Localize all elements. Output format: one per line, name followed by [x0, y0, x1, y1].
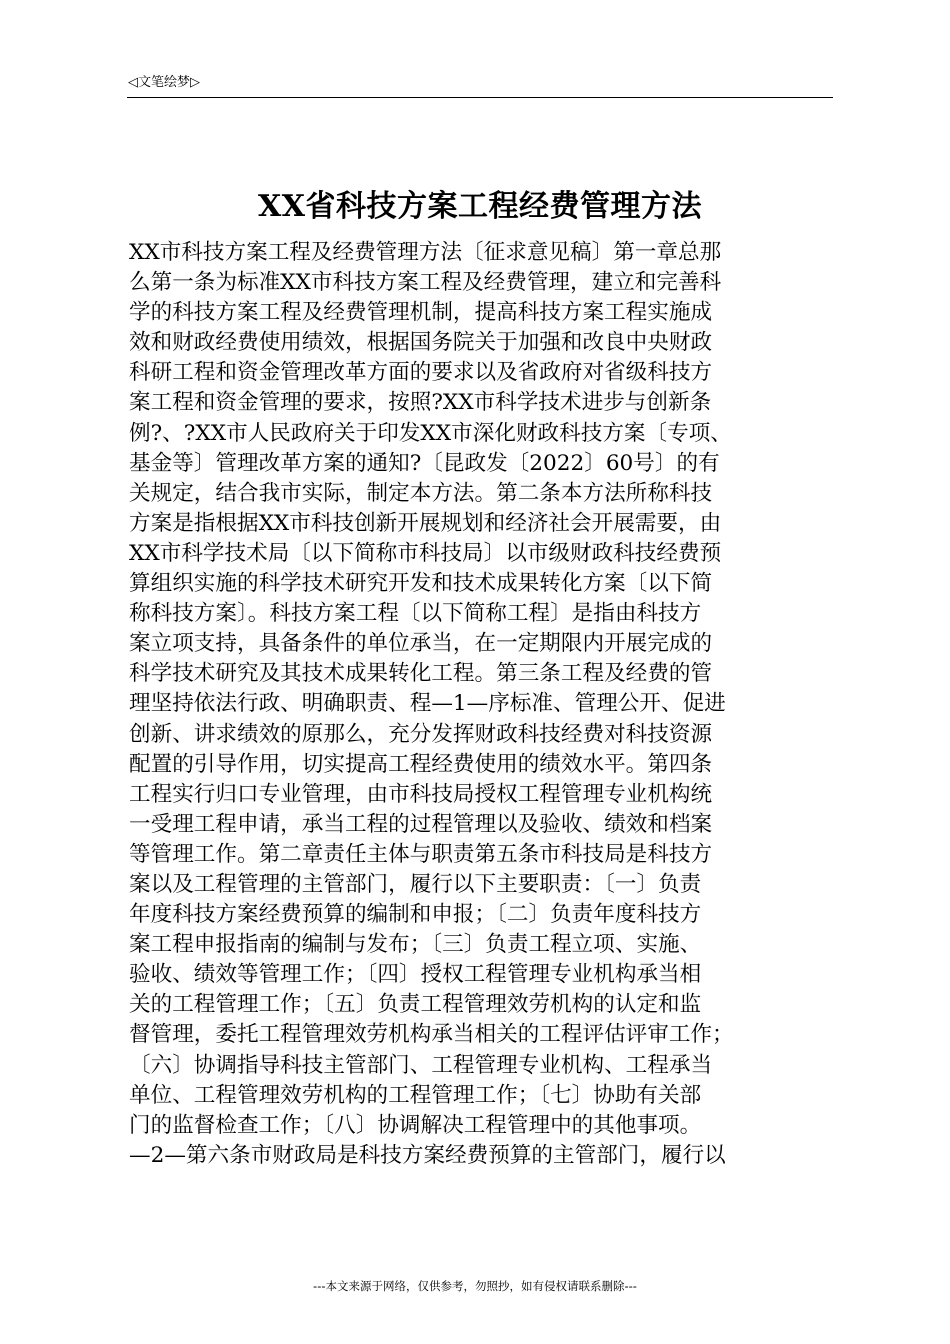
body-line: XX市科技方案工程及经费管理方法〔征求意见稿〕第一章总那	[129, 240, 722, 265]
header-text: ◁文笔绘梦▷	[128, 75, 200, 90]
body-line: 方案是指根据XX市科技创新开展规划和经济社会开展需要，由	[129, 510, 722, 536]
body-line: 理坚持依法行政、明确职责、程—1—序标准、管理公开、促进	[129, 691, 726, 717]
body-line: 关规定，结合我市实际，制定本方法。第二条本方法所称科技	[129, 480, 713, 506]
body-line: 年度科技方案经费预算的编制和申报；〔二〕负责年度科技方	[129, 902, 702, 928]
body-line: 工程实行归口专业管理，由市科技局授权工程管理专业机构统	[129, 781, 713, 807]
document-title: XX省科技方案工程经费管理方法	[257, 189, 703, 224]
body-line: 例?、?XX市人民政府关于印发XX市深化财政科技方案〔专项、	[129, 420, 732, 446]
body-line: 科研工程和资金管理改革方面的要求以及省政府对省级科技方	[129, 360, 713, 386]
body-line: 案以及工程管理的主管部门，履行以下主要职责：〔一〕负责	[129, 871, 702, 897]
body-line: 单位、工程管理效劳机构的工程管理工作；〔七〕协助有关部	[129, 1082, 702, 1108]
body-line: 等管理工作。第二章责任主体与职责第五条市科技局是科技方	[129, 841, 713, 867]
body-line: 基金等〕管理改革方案的通知?〔昆政发〔2022〕60号〕的有	[129, 450, 720, 476]
body-line: 学的科技方案工程及经费管理机制，提高科技方案工程实施成	[129, 300, 713, 326]
body-line: 验收、绩效等管理工作；〔四〕授权工程管理专业机构承当相	[129, 962, 702, 988]
document-body	[129, 238, 839, 1171]
body-line: 么第一条为标准XX市科技方案工程及经费管理，建立和完善科	[129, 270, 722, 296]
body-line: 创新、讲求绩效的原那么，充分发挥财政科技经费对科技资源	[129, 721, 713, 747]
header-divider	[127, 97, 833, 98]
body-line: 一受理工程申请，承当工程的过程管理以及验收、绩效和档案	[129, 811, 713, 837]
body-line: 关的工程管理工作；〔五〕负责工程管理效劳机构的认定和监	[129, 992, 702, 1018]
body-line: 称科技方案〕。科技方案工程〔以下简称工程〕是指由科技方	[129, 601, 702, 627]
body-line: 案工程申报指南的编制与发布；〔三〕负责工程立项、实施、	[129, 932, 702, 958]
body-line: 配置的引导作用，切实提高工程经费使用的绩效水平。第四条	[129, 751, 713, 777]
body-line: 案工程和资金管理的要求，按照?XX市科学技术进步与创新条	[129, 390, 712, 416]
body-line: 科学技术研究及其技术成果转化工程。第三条工程及经费的管	[129, 661, 713, 687]
body-line: 算组织实施的科学技术研究开发和技术成果转化方案〔以下简	[129, 571, 713, 597]
footer-disclaimer: ---本文来源于网络，仅供参考，勿照抄，如有侵权请联系删除---	[313, 1279, 637, 1293]
body-line: 效和财政经费使用绩效，根据国务院关于加强和改良中央财政	[129, 330, 713, 356]
body-line: XX市科学技术局〔以下简称市科技局〕以市级财政科技经费预	[129, 540, 722, 566]
body-line: —2—第六条市财政局是科技方案经费预算的主管部门，履行以	[129, 1142, 726, 1168]
body-line: 〔六〕协调指导科技主管部门、工程管理专业机构、工程承当	[129, 1052, 713, 1078]
body-line: 督管理，委托工程管理效劳机构承当相关的工程评估评审工作；	[129, 1022, 734, 1048]
body-line: 案立项支持，具备条件的单位承当，在一定期限内开展完成的	[129, 631, 713, 657]
body-line: 门的监督检查工作；〔八〕协调解决工程管理中的其他事项。	[129, 1112, 702, 1138]
